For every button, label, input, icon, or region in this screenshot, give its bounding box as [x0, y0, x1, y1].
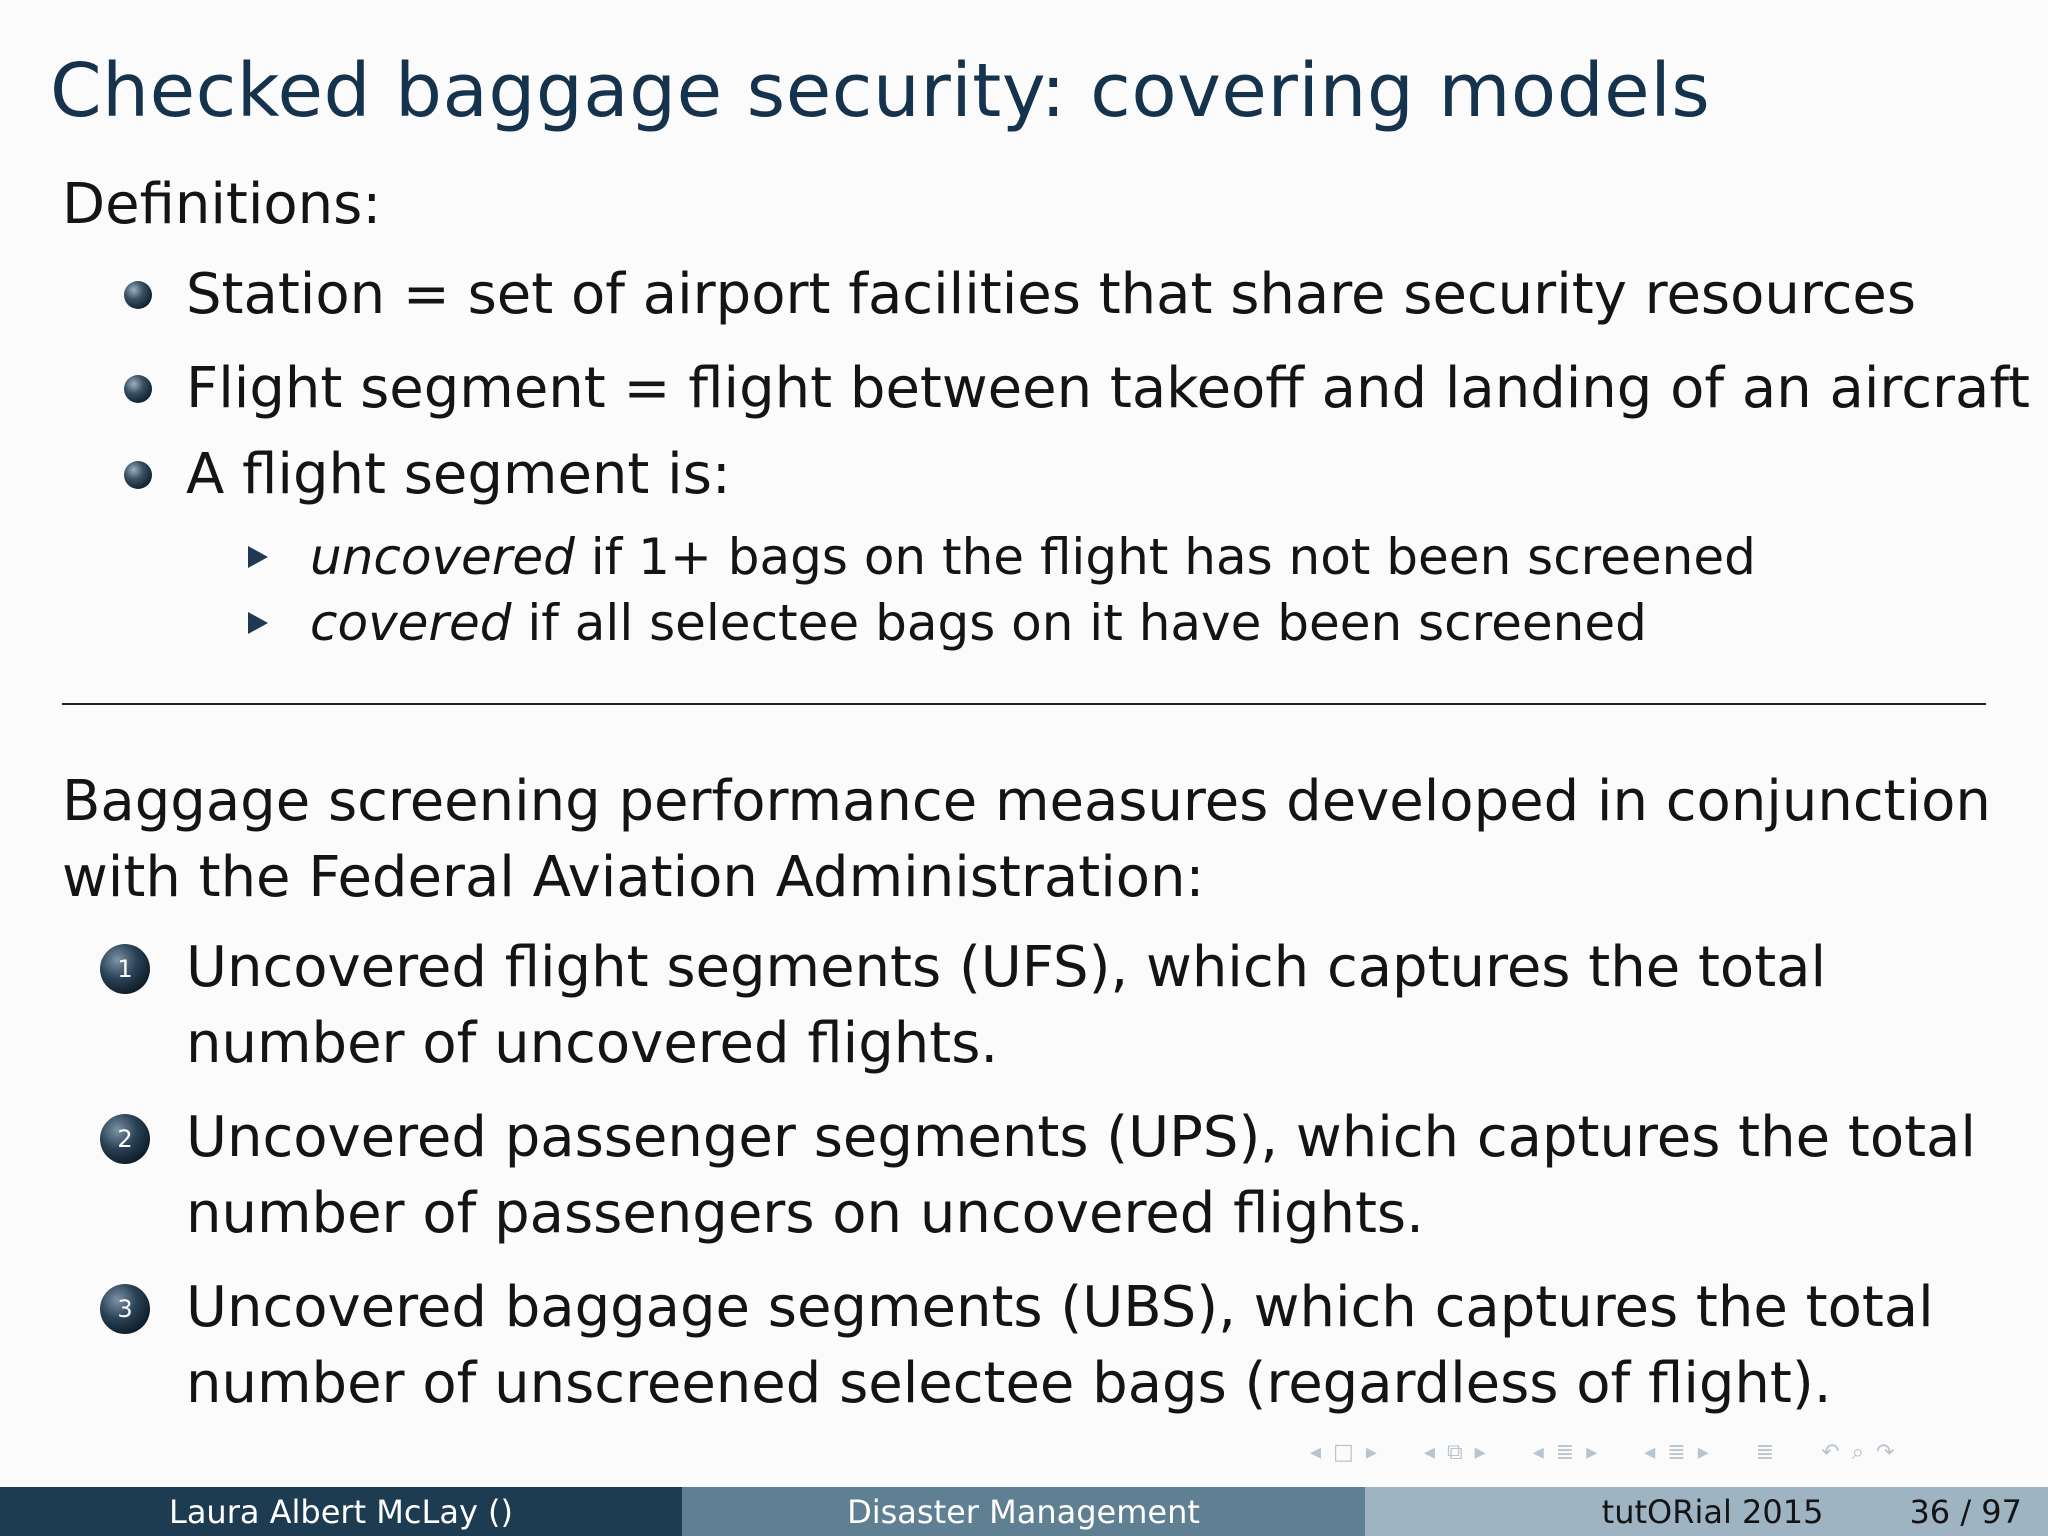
- sub-bullet-text: if all selectee bags on it have been screened: [511, 594, 1647, 652]
- nav-next-section-icon[interactable]: ▸: [1586, 1440, 1600, 1465]
- triangle-bullet-icon: [248, 612, 268, 634]
- section-icon[interactable]: ≣: [1555, 1440, 1577, 1465]
- footer-page-number: 36 / 97: [1909, 1492, 2022, 1531]
- measure-text: Uncovered baggage segments (UBS), which captures the total number of unscreened selectee bags (regardless of flight).: [186, 1275, 1934, 1416]
- number-ball-icon: 3: [100, 1284, 150, 1334]
- number-ball-icon: 1: [100, 944, 150, 994]
- footer-author: [0, 1487, 682, 1536]
- horizontal-rule: [62, 703, 1986, 705]
- bullet-text: Station = set of airport facilities that share security resources: [186, 262, 1917, 327]
- bullet-ball-icon: [124, 375, 152, 403]
- measure-text: Uncovered passenger segments (UPS), which captures the total number of passengers on uncovered flights.: [186, 1105, 1976, 1246]
- slide-title: Checked baggage security: covering models: [50, 48, 1711, 134]
- measure-item: [100, 1100, 1990, 1252]
- sub-bullet-text: if 1+ bags on the flight has not been screened: [574, 528, 1756, 586]
- nav-prev-section-icon[interactable]: ◂: [1532, 1440, 1546, 1465]
- frame-icon[interactable]: □: [1333, 1440, 1356, 1465]
- bullet-item: [124, 262, 1916, 327]
- nav-next-frame-icon[interactable]: ▸: [1365, 1440, 1379, 1465]
- search-icon[interactable]: ⌕: [1851, 1440, 1866, 1465]
- sub-bullet-term: covered: [310, 594, 512, 652]
- doc-icon[interactable]: ≣: [1667, 1440, 1688, 1465]
- intro-paragraph: Baggage screening performance measures developed in conjunction with the Federal Aviation Administration:: [62, 769, 1991, 910]
- sub-bullet-item: [248, 528, 1756, 586]
- nav-next-doc-icon[interactable]: ▸: [1697, 1440, 1711, 1465]
- footer-conference: tutORial 2015: [1601, 1492, 1824, 1531]
- back-icon[interactable]: ↶: [1821, 1440, 1842, 1465]
- bullet-item: [124, 442, 731, 507]
- nav-prev-subsection-icon[interactable]: ◂: [1423, 1440, 1437, 1465]
- bullet-ball-icon: [124, 461, 152, 489]
- subsection-icon[interactable]: ⧉: [1446, 1440, 1465, 1465]
- footer-topic: [682, 1487, 1365, 1536]
- footer-bar: [0, 1487, 2048, 1536]
- beamer-navigation: [1310, 1440, 1906, 1472]
- nav-prev-frame-icon[interactable]: ◂: [1310, 1440, 1324, 1465]
- forward-icon[interactable]: ↷: [1875, 1440, 1897, 1465]
- sub-bullet-item: [248, 594, 1647, 652]
- bullet-text: Flight segment = flight between takeoff and landing of an aircraft: [186, 356, 2031, 421]
- footer-info: [1365, 1487, 2048, 1536]
- bullet-item: [124, 356, 2030, 421]
- measure-item: [100, 1270, 1990, 1422]
- nav-next-subsection-icon[interactable]: ▸: [1474, 1440, 1488, 1465]
- measure-text: Uncovered flight segments (UFS), which captures the total number of uncovered flights.: [186, 935, 1827, 1076]
- nav-prev-doc-icon[interactable]: ◂: [1644, 1440, 1658, 1465]
- sub-bullet-term: uncovered: [310, 528, 575, 586]
- measure-item: [100, 930, 1990, 1082]
- bullet-ball-icon: [124, 281, 152, 309]
- definitions-heading: Definitions:: [62, 172, 382, 237]
- bullet-text: A flight segment is:: [186, 442, 731, 507]
- triangle-bullet-icon: [248, 546, 268, 568]
- footer-author-text: Laura Albert McLay (): [168, 1492, 514, 1531]
- number-ball-icon: 2: [100, 1114, 150, 1164]
- toc-icon[interactable]: ≣: [1755, 1440, 1777, 1465]
- footer-topic-text: Disaster Management: [847, 1492, 1200, 1531]
